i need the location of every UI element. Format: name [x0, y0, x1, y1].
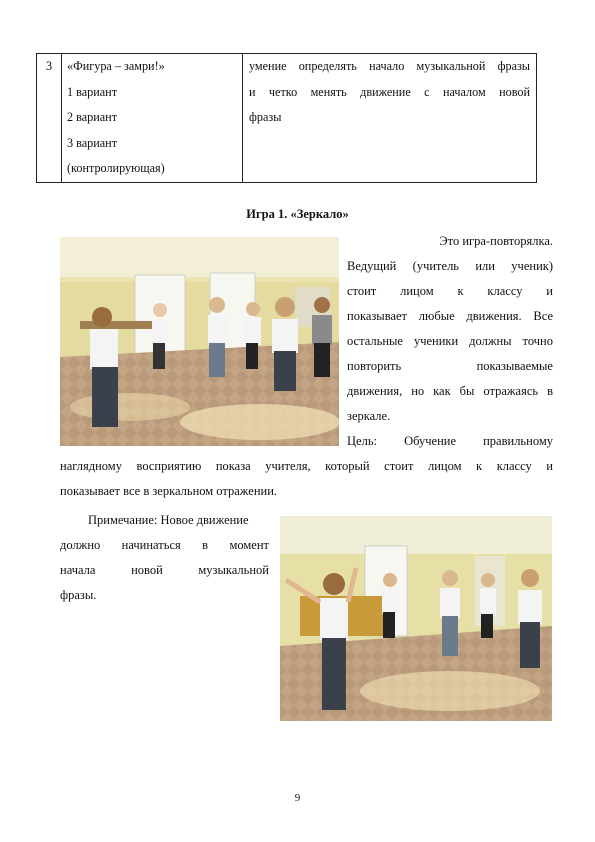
- skill-line-2: и четко менять движение с началом новой: [249, 84, 530, 99]
- game-cell: [62, 54, 243, 183]
- variant-control: (контролирующая): [67, 161, 165, 176]
- row-number: 3: [45, 59, 53, 73]
- description-line-7: движения, но как бы отражаясь в: [347, 384, 553, 398]
- game-title: «Фигура – замри!»: [67, 59, 165, 73]
- variant-1: 1 вариант: [67, 84, 118, 99]
- section-title: Игра 1. «Зеркало»: [246, 207, 349, 221]
- photo-mirror-game-2: [280, 516, 552, 721]
- photo-mirror-game-1: [60, 237, 339, 446]
- goal-line-3: показывает все в зеркальном отражении.: [60, 484, 278, 498]
- photo-illustration-2: [280, 516, 552, 721]
- goal-line-1: Цель: Обучение правильному: [347, 434, 553, 448]
- description-line-5: остальные ученики должны точно: [347, 334, 553, 348]
- description-line-4: показывает любые движения. Все: [347, 309, 553, 323]
- page-number: 9: [294, 792, 301, 804]
- skill-line-3: фразы: [249, 110, 282, 125]
- table-row: [37, 54, 537, 183]
- goal-continuation: [60, 454, 553, 504]
- variant-2: 2 вариант: [67, 110, 118, 125]
- note-line-4: фразы.: [60, 588, 97, 602]
- note-line-1: Примечание: Новое движение: [88, 513, 249, 527]
- row-number-cell: [37, 54, 62, 183]
- description-line-3: стоит лицом к классу и: [347, 284, 553, 298]
- note-block: [60, 508, 269, 608]
- note-line-2: должно начинаться в момент: [60, 538, 269, 552]
- goal-line-2: наглядному восприятию показа учителя, который стоит лицом к классу и: [60, 459, 553, 473]
- variant-3: 3 вариант: [67, 135, 118, 150]
- games-table: [36, 53, 537, 183]
- description-line-2: Ведущий (учитель или ученик): [347, 259, 553, 273]
- photo-illustration-1: [60, 237, 339, 446]
- description-line-6: повторить показываемые: [347, 359, 553, 373]
- description-line-1: Это игра-повторялка.: [439, 234, 553, 248]
- skill-cell: [243, 54, 537, 183]
- description-line-8: зеркале.: [347, 409, 391, 423]
- note-line-3: начала новой музыкальной: [60, 563, 269, 577]
- game-description: [347, 229, 553, 454]
- skill-line-1: умение определять начало музыкальной фразы: [249, 59, 530, 73]
